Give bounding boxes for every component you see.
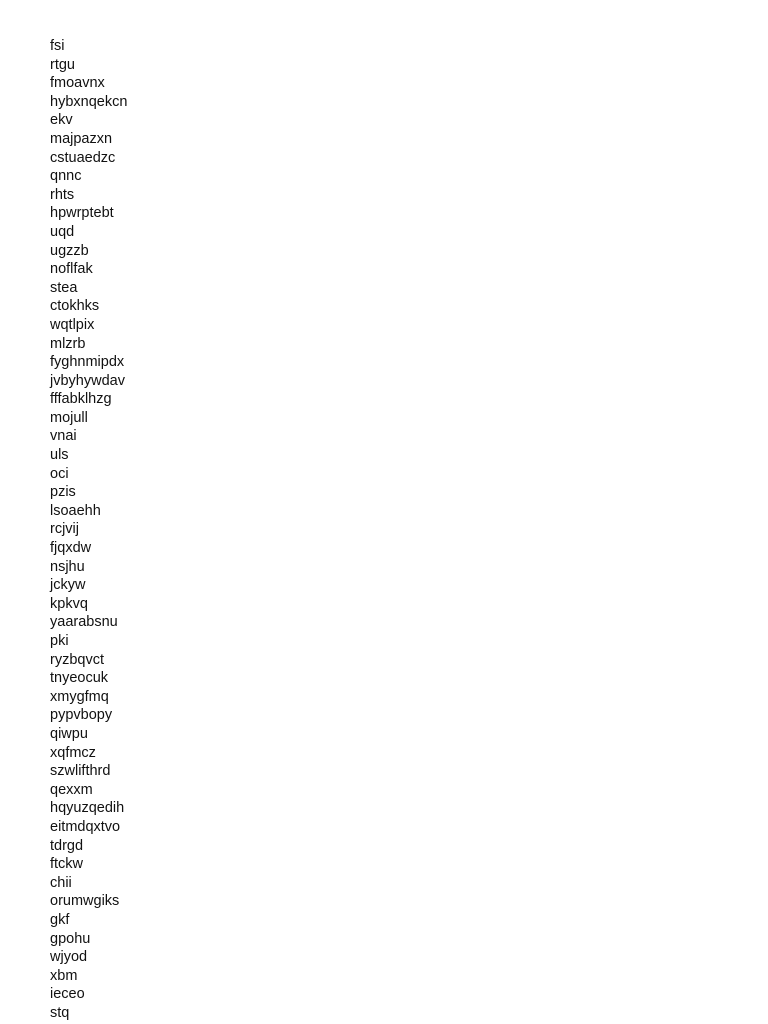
word-item: hqyuzqedih <box>50 800 125 817</box>
word-item: qexxm <box>50 781 93 798</box>
word-item: vnai <box>50 428 77 445</box>
word-item: szwlifthrd <box>50 763 111 780</box>
word-item: pypvbopy <box>50 707 113 724</box>
word-item: tnyeocuk <box>50 670 109 687</box>
word-item: rhts <box>50 186 75 203</box>
word-item: gpohu <box>50 930 91 947</box>
word-item: kpkvq <box>50 595 88 612</box>
word-item: wqtlpix <box>50 316 95 333</box>
word-item: mojull <box>50 409 88 426</box>
word-item: ekv <box>50 112 73 129</box>
word-item: hybxnqekcn <box>50 93 128 110</box>
word-item: oci <box>50 465 69 482</box>
word-item: fmoavnx <box>50 75 105 92</box>
word-item: uqd <box>50 223 75 240</box>
word-item: uls <box>50 447 69 464</box>
word-item: qiwpu <box>50 725 88 742</box>
word-item: qnnc <box>50 168 82 185</box>
word-item: pzis <box>50 484 76 501</box>
word-item: fffabklhzg <box>50 391 112 408</box>
word-item: ugzzb <box>50 242 89 259</box>
word-item: pki <box>50 633 69 649</box>
word-item: hpwrptebt <box>50 205 114 222</box>
word-item: yaarabsnu <box>50 614 118 631</box>
word-item: stq <box>50 1004 70 1021</box>
word-item: rcjvij <box>50 521 79 538</box>
word-list <box>50 37 127 1022</box>
word-item: lsoaehh <box>50 502 101 519</box>
word-item: fsi <box>50 38 65 54</box>
word-item: fjqxdw <box>50 540 92 557</box>
word-item: eitmdqxtvo <box>50 818 121 835</box>
word-item: fyghnmipdx <box>50 354 125 371</box>
word-item: chii <box>50 874 72 891</box>
word-item: nsjhu <box>50 558 85 575</box>
word-item: ctokhks <box>50 298 100 315</box>
word-item: noflfak <box>50 261 93 278</box>
word-item: wjyod <box>50 949 88 966</box>
word-item: tdrgd <box>50 837 84 854</box>
word-item: jvbyhywdav <box>50 372 125 389</box>
word-item: cstuaedzc <box>50 149 116 166</box>
word-item: ryzbqvct <box>50 651 104 668</box>
word-item: xbm <box>50 967 78 984</box>
word-item: jckyw <box>50 577 86 594</box>
word-item: majpazxn <box>50 130 113 147</box>
word-item: xqfmcz <box>50 744 96 761</box>
word-item: xmygfmq <box>50 688 109 705</box>
word-item: orumwgiks <box>50 893 120 910</box>
word-item: rtgu <box>50 56 75 73</box>
word-item: gkf <box>50 911 70 928</box>
word-item: ieceo <box>50 986 85 1003</box>
word-item: ftckw <box>50 856 84 873</box>
word-item: mlzrb <box>50 335 86 352</box>
word-item: stea <box>50 279 78 296</box>
